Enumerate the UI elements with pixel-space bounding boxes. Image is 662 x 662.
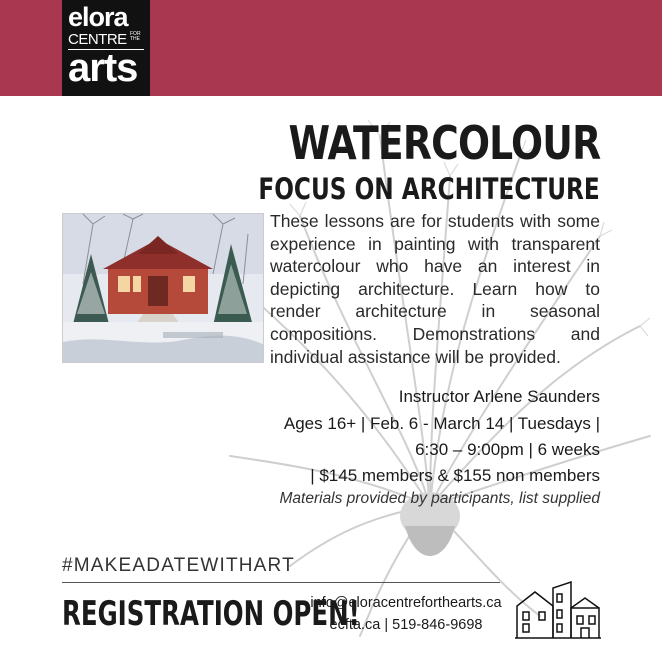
details-line2: 6:30 – 9:00pm | 6 weeks [415,440,600,459]
contact-block [310,592,502,636]
description [270,210,600,368]
page-subtitle: FOCUS ON ARCHITECTURE [258,172,600,206]
logo-line2b: FOR THE [130,31,141,42]
watercolour-painting-icon [62,213,264,363]
details-line1: Ages 16+ | Feb. 6 - March 14 | Tuesdays | [283,414,600,433]
logo-line1: elora [68,2,128,32]
instructor: Instructor Arlene Saunders [398,387,600,406]
materials-note: Materials provided by participants, list supplied [279,490,600,507]
registration-heading: REGISTRATION OPEN! [62,594,360,634]
description-text: These lessons are for students with some experience in painting with transparent watercolour who have an interest in depicting architecture. Learn how to render architecture in seasonal compositions. Demonstrations and individual assistance will be provided. [270,211,600,367]
contact-email[interactable]: info@eloracentreforthearts.ca [310,595,502,611]
contact-web-phone[interactable]: ecfta.ca | 519-846-9698 [329,617,483,633]
details-line3: | $145 members & $155 non members [310,466,600,485]
building-sketch-icon [515,578,601,640]
hashtag: #MAKEADATEWITHART [62,555,295,576]
logo [62,0,150,96]
divider [62,582,500,583]
page-title: WATERCOLOUR [288,116,600,170]
logo-line3: arts [68,46,138,90]
logo-line2: CENTRE [68,31,127,48]
